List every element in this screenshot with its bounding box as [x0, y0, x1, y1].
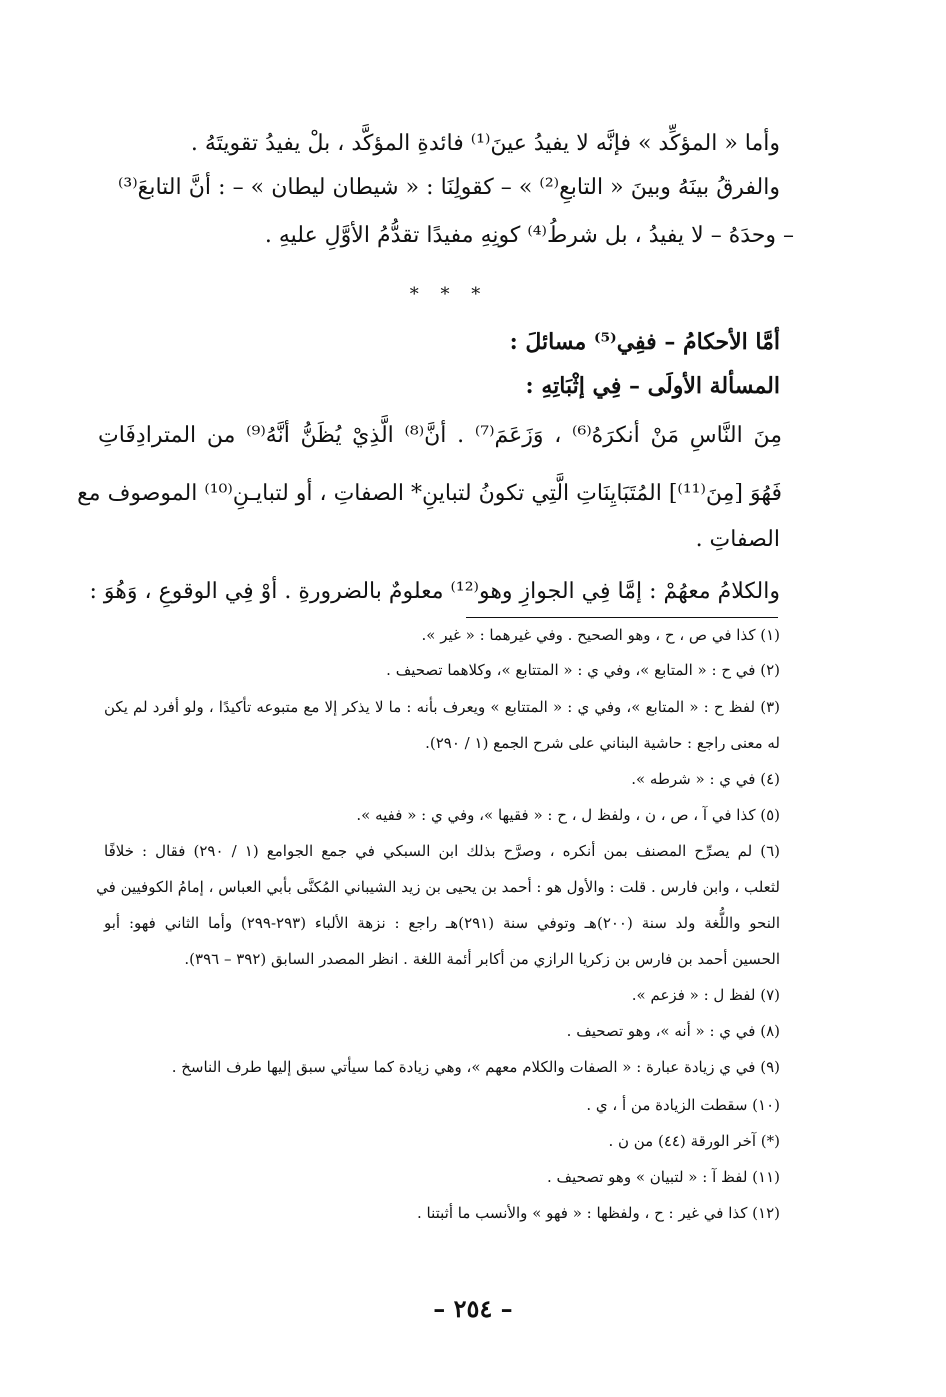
- page-number: – ٢٥٤ –: [433, 1294, 513, 1323]
- text-line: الصفاتِ .: [695, 527, 780, 552]
- text-line: والكلامُ معهُمْ : إمَّا فِي الجوازِ وهو⁽¹²⁾ معلومٌ بالضرورةِ . أوْ فِي الوقوعِ ، وَهُوَ :: [89, 579, 780, 604]
- text-line: وأما « المؤكِّد » فإنَّه لا يفيدُ عينَ⁽¹⁾ فائدةِ المؤكَّد ، بلْ يفيدُ تقويتَهُ .: [190, 131, 780, 156]
- section-divider: * * *: [409, 284, 489, 305]
- footnote: (٧) لفظ ل : « فزعم ».: [631, 986, 780, 1004]
- footnote-continuation: الحسين أحمد بن فارس بن زكريا الرازي من أكابر أئمة اللغة . انظر المصدر السابق (٣٩٢ – ٣٩٦).: [184, 950, 780, 968]
- footnote: (١) كذا في ص ، ح ، وهو الصحيح . وفي غيرهما : « غير ».: [421, 626, 780, 644]
- text-line: والفرقُ بينَهُ وبينَ « التابعِ⁽²⁾ » – كقولِنَا : « شيطان ليطان » – : أنَّ التابعَ⁽³⁾: [118, 175, 780, 200]
- footnote-continuation: له معنى راجع : حاشية البناني على شرح الجمع (١ / ٢٩٠).: [425, 734, 780, 752]
- footnote-continuation: النحو واللُّغة ولد سنة (٢٠٠)هـ وتوفي سنة (٢٩١)هـ راجع : نزهة الألباء (٢٩٣-٢٩٩) وأما الثاني فهو: أبو: [104, 914, 781, 932]
- footnote: (٥) كذا في آ ، ص ، ن ، ولفظ ل ، ح : « فقيها »، وفي ي : « ففيه ».: [356, 806, 780, 824]
- text-line: فَهُوَ [مِنَ⁽¹¹⁾] المُتَبَايِنَاتِ الَّتِي تكونُ لتباينِ* الصفاتِ ، أو لتبايـنِ⁽¹⁰⁾ الموصوف مع: [77, 481, 782, 506]
- footnote: (٩) في ي زيادة عبارة : « الصفات والكلام معهم »، وهي زيادة كما سيأتي سبق إليها طرف الناسخ .: [171, 1058, 780, 1076]
- footnote: (٢) في ح : « المتابع »، وفي ي : « المتتابع »، وكلاهما تصحيف .: [386, 661, 780, 679]
- footnote-separator: [466, 617, 778, 618]
- text-line: مِنَ النَّاسِ مَنْ أنكرَهُ⁽⁶⁾ ، وَزَعَمَ⁽⁷⁾ . أنَّ⁽⁸⁾ الَّذِيْ يُظَنُّ أنَّهُ⁽⁹⁾ من المترادِفَاتِ: [98, 423, 782, 448]
- footnote: (٨) في ي : « أنه »، وهو تصحيف .: [566, 1022, 780, 1040]
- footnote: (١٠) سقطت الزيادة من أ ، ي .: [586, 1096, 780, 1114]
- section-heading: أمَّا الأحكامُ – ففِي⁽⁵⁾ مسائلَ :: [509, 329, 780, 355]
- footnote: (١٢) كذا في غير : ح ، ولفظها : « فهو » والأنسب ما أثبتنا .: [417, 1204, 780, 1222]
- text-line: – وحدَهُ – لا يفيدُ ، بل شرطُ⁽⁴⁾ كونِهِ مفيدًا تقدُّمُ الأوَّلِ عليهِ .: [264, 223, 794, 248]
- footnote-continuation: لثعلب ، وابن فارس . قلت : والأول هو : أحمد بن يحيى بن زيد الشيباني المُكنَّى بأبي العباس ، إمامُ الكوفيين في: [96, 878, 780, 896]
- subsection-heading: المسألة الأولَى – فِي إثْبَاتِهِ :: [525, 373, 780, 399]
- footnote: (٣) لفظ ح : « المتابع »، وفي ي : « المتتابع » ويعرف بأنه : ما لا يذكر إلا مع متبوعه تأكيدًا ، ولو أفرد لم يكن: [104, 698, 780, 716]
- footnote: (٤) في ي : « شرطه ».: [631, 770, 780, 788]
- footnote: (١١) لفظ آ : « لتبيان » وهو تصحيف .: [546, 1168, 780, 1186]
- footnote: (*) آخر الورقة (٤٤) من ن .: [608, 1132, 780, 1150]
- footnote: (٦) لم يصرِّح المصنف بمن أنكره ، وصرَّح بذلك ابن السبكي في جمع الجوامع (١ / ٢٩٠) فقال : خلافًا: [104, 842, 781, 860]
